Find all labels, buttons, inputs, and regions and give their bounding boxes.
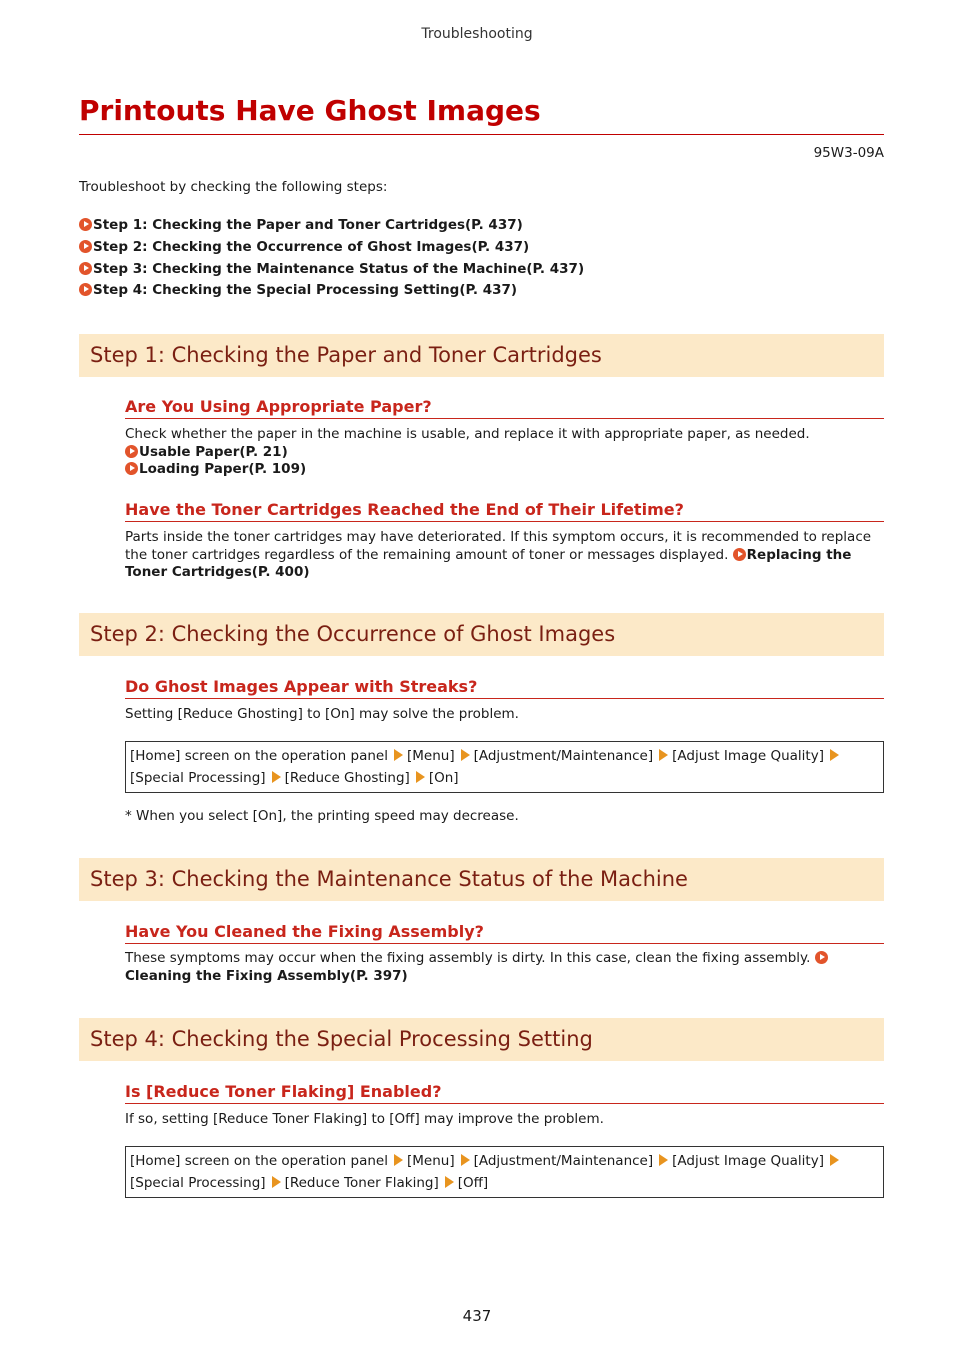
step1-q1-body bbox=[125, 426, 884, 479]
step-links-list bbox=[79, 216, 584, 303]
toc-link-step3[interactable]: Step 3: Checking the Maintenance Status of the Machine(P. 437) bbox=[79, 260, 584, 282]
arrow-right-icon bbox=[659, 749, 668, 761]
arrow-right-icon bbox=[733, 548, 746, 561]
arrow-right-icon bbox=[272, 1176, 281, 1188]
step4-q1-text: If so, setting [Reduce Toner Flaking] to [Off] may improve the problem. bbox=[125, 1111, 604, 1127]
arrow-right-icon bbox=[79, 218, 92, 231]
document-id: 95W3-09A bbox=[813, 145, 884, 161]
link-usable-paper[interactable]: Usable Paper(P. 21) bbox=[125, 444, 884, 462]
page-title: Printouts Have Ghost Images bbox=[79, 92, 884, 135]
arrow-right-icon bbox=[445, 1176, 454, 1188]
toc-link-step1[interactable]: Step 1: Checking the Paper and Toner Cartridges(P. 437) bbox=[79, 216, 584, 238]
step1-q1-title: Are You Using Appropriate Paper? bbox=[125, 396, 884, 419]
link-replacing-toner[interactable]: Replacing the Toner Cartridges(P. 400) bbox=[125, 546, 852, 580]
arrow-right-icon bbox=[416, 771, 425, 783]
arrow-right-icon bbox=[125, 445, 138, 458]
arrow-right-icon bbox=[830, 1154, 839, 1166]
arrow-right-icon bbox=[830, 749, 839, 761]
link-cleaning-fixing-assembly[interactable]: Cleaning the Fixing Assembly(P. 397) bbox=[125, 950, 829, 984]
step2-note: * When you select [On], the printing speed may decrease. bbox=[125, 808, 519, 824]
toc-link-step2[interactable]: Step 2: Checking the Occurrence of Ghost Images(P. 437) bbox=[79, 238, 584, 260]
step4-menu-path: [Home] screen on the operation panel [Menu] [Adjustment/Maintenance] [Adjust Image Quality] [Special Processing] [Reduce Toner Flaking] [Off] bbox=[125, 1146, 884, 1198]
step1-q1-text: Check whether the paper in the machine is usable, and replace it with appropriate paper, as needed. bbox=[125, 426, 810, 442]
intro-text: Troubleshoot by checking the following steps: bbox=[79, 179, 388, 195]
step1-q2-text: Parts inside the toner cartridges may have deteriorated. If this symptom occurs, it is recommended to replace the toner cartridges regardless of the remaining amount of toner or messages displayed. bbox=[125, 529, 872, 563]
step4-heading: Step 4: Checking the Special Processing Setting bbox=[79, 1018, 884, 1061]
arrow-right-icon bbox=[79, 240, 92, 253]
arrow-right-icon bbox=[79, 262, 92, 275]
step3-q1-text: These symptoms may occur when the fixing assembly is dirty. In this case, clean the fixing assembly. bbox=[125, 950, 811, 966]
arrow-right-icon bbox=[79, 283, 92, 296]
arrow-right-icon bbox=[394, 1154, 403, 1166]
step1-q2-body bbox=[125, 529, 884, 582]
arrow-right-icon bbox=[659, 1154, 668, 1166]
arrow-right-icon bbox=[461, 1154, 470, 1166]
step2-heading: Step 2: Checking the Occurrence of Ghost Images bbox=[79, 613, 884, 656]
step3-heading: Step 3: Checking the Maintenance Status of the Machine bbox=[79, 858, 884, 901]
page-number: 437 bbox=[462, 1307, 492, 1325]
step4-q1-title: Is [Reduce Toner Flaking] Enabled? bbox=[125, 1081, 884, 1104]
arrow-right-icon bbox=[125, 462, 138, 475]
step1-heading: Step 1: Checking the Paper and Toner Cartridges bbox=[79, 334, 884, 377]
step1-q2-title: Have the Toner Cartridges Reached the End of Their Lifetime? bbox=[125, 499, 884, 522]
step2-q1-title: Do Ghost Images Appear with Streaks? bbox=[125, 676, 884, 699]
running-header: Troubleshooting bbox=[421, 26, 533, 42]
link-loading-paper[interactable]: Loading Paper(P. 109) bbox=[125, 461, 884, 479]
step2-menu-path: [Home] screen on the operation panel [Menu] [Adjustment/Maintenance] [Adjust Image Quality] [Special Processing] [Reduce Ghosting] [On] bbox=[125, 741, 884, 793]
arrow-right-icon bbox=[461, 749, 470, 761]
arrow-right-icon bbox=[815, 951, 828, 964]
step2-q1-text: Setting [Reduce Ghosting] to [On] may solve the problem. bbox=[125, 706, 519, 722]
step3-q1-body bbox=[125, 950, 884, 985]
step3-q1-title: Have You Cleaned the Fixing Assembly? bbox=[125, 921, 884, 944]
toc-link-step4[interactable]: Step 4: Checking the Special Processing Setting(P. 437) bbox=[79, 281, 584, 303]
arrow-right-icon bbox=[394, 749, 403, 761]
arrow-right-icon bbox=[272, 771, 281, 783]
